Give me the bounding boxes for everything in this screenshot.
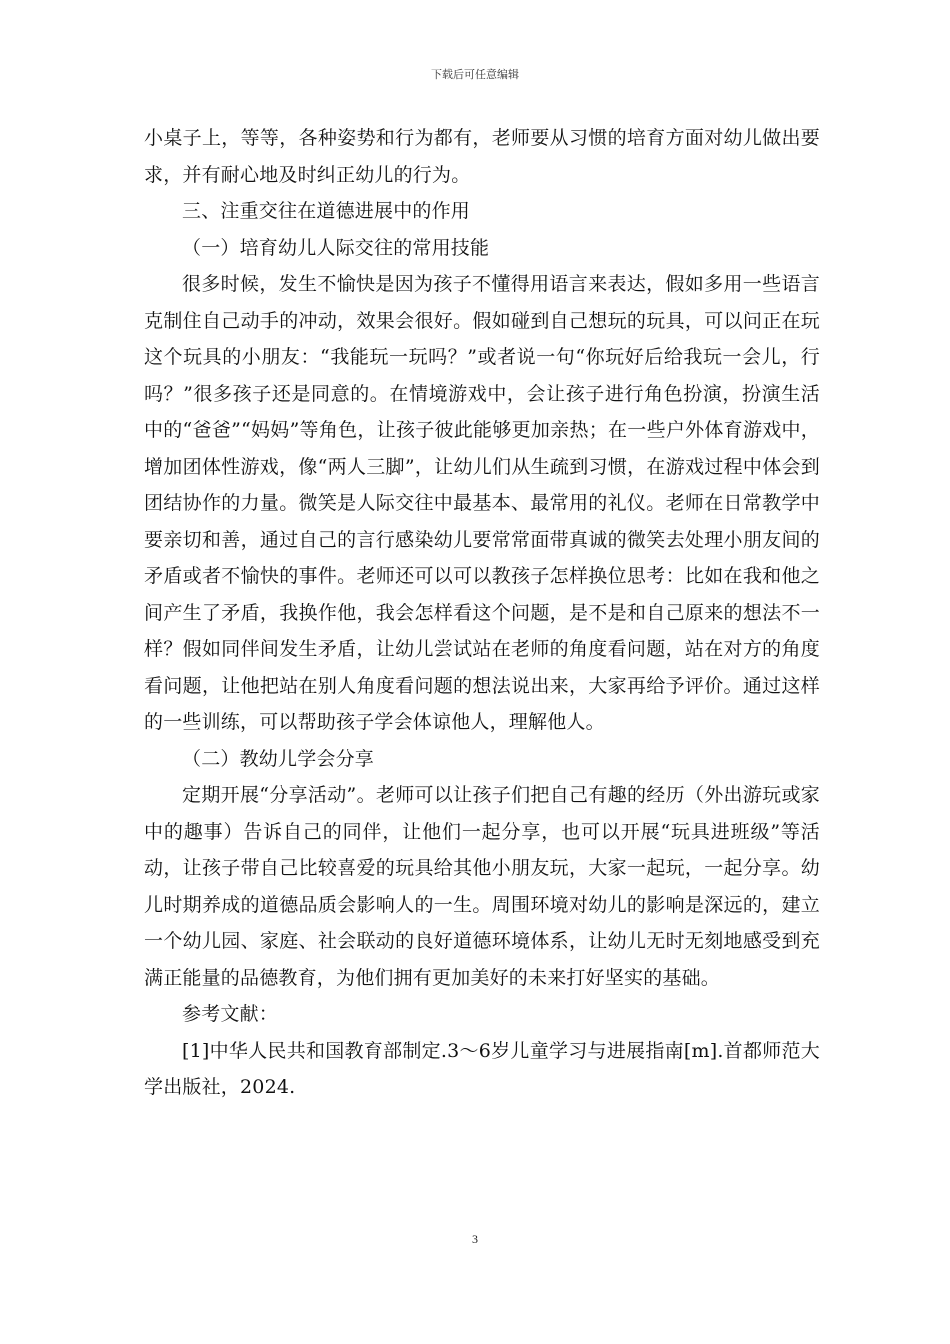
paragraph-sharing: 定期开展“分享活动”。老师可以让孩子们把自己有趣的经历（外出游玩或家中的趣事）告诉自己的同伴，让他们一起分享，也可以开展“玩具进班级”等活动，让孩子带自己比较喜爱的玩具给其他小朋友玩，大家一起玩，一起分享。幼儿时期养成的道德品质会影响人的一生。周围环境对幼儿的影响是深远的，建立一个幼儿园、家庭、社会联动的良好道德环境体系，让幼儿无时无刻地感受到充满正能量的品德教育，为他们拥有更加美好的未来打好坚实的基础。 <box>144 784 820 989</box>
section-heading: 三、注重交往在道德进展中的作用 <box>182 200 471 222</box>
header-note: 下载后可任意编辑 <box>431 68 519 81</box>
references-heading: 参考文献： <box>182 1003 279 1025</box>
paragraph-continuation: 小桌子上，等等，各种姿势和行为都有，老师要从习惯的培育方面对幼儿做出要求，并有耐心地及时纠正幼儿的行为。 <box>144 127 820 186</box>
reference-item: [1]中华人民共和国教育部制定.3～6岁儿童学习与进展指南[m].首都师范大学出版社，2024. <box>144 1039 820 1098</box>
subsection-heading-2: （二）教幼儿学会分享 <box>182 747 375 770</box>
document-body <box>144 120 820 1106</box>
page-number: 3 <box>472 1232 478 1246</box>
paragraph-communication-skills: 很多时候，发生不愉快是因为孩子不懂得用语言来表达，假如多用一些语言克制住自己动手的冲动，效果会很好。假如碰到自己想玩的玩具，可以问正在玩这个玩具的小朋友：“我能玩一玩吗？”或者说一句“你玩好后给我玩一会儿，行吗？”很多孩子还是同意的。在情境游戏中，会让孩子进行角色扮演，扮演生活中的“爸爸”“妈妈”等角色，让孩子彼此能够更加亲热；在一些户外体育游戏中，增加团体性游戏，像“两人三脚”，让幼儿们从生疏到习惯，在游戏过程中体会到团结协作的力量。微笑是人际交往中最基本、最常用的礼仪。老师在日常教学中要亲切和善，通过自己的言行感染幼儿要常常面带真诚的微笑去处理小朋友间的矛盾或者不愉快的事件。老师还可以可以教孩子怎样换位思考：比如在我和他之间产生了矛盾，我换作他，我会怎样看这个问题，是不是和自己原来的想法不一样？假如同伴间发生矛盾，让幼儿尝试站在老师的角度看问题，站在对方的角度看问题，让他把站在别人角度看问题的想法说出来，大家再给予评价。通过这样的一些训练，可以帮助孩子学会体谅他人，理解他人。 <box>144 273 820 733</box>
subsection-heading-1: （一）培育幼儿人际交往的常用技能 <box>182 236 490 259</box>
